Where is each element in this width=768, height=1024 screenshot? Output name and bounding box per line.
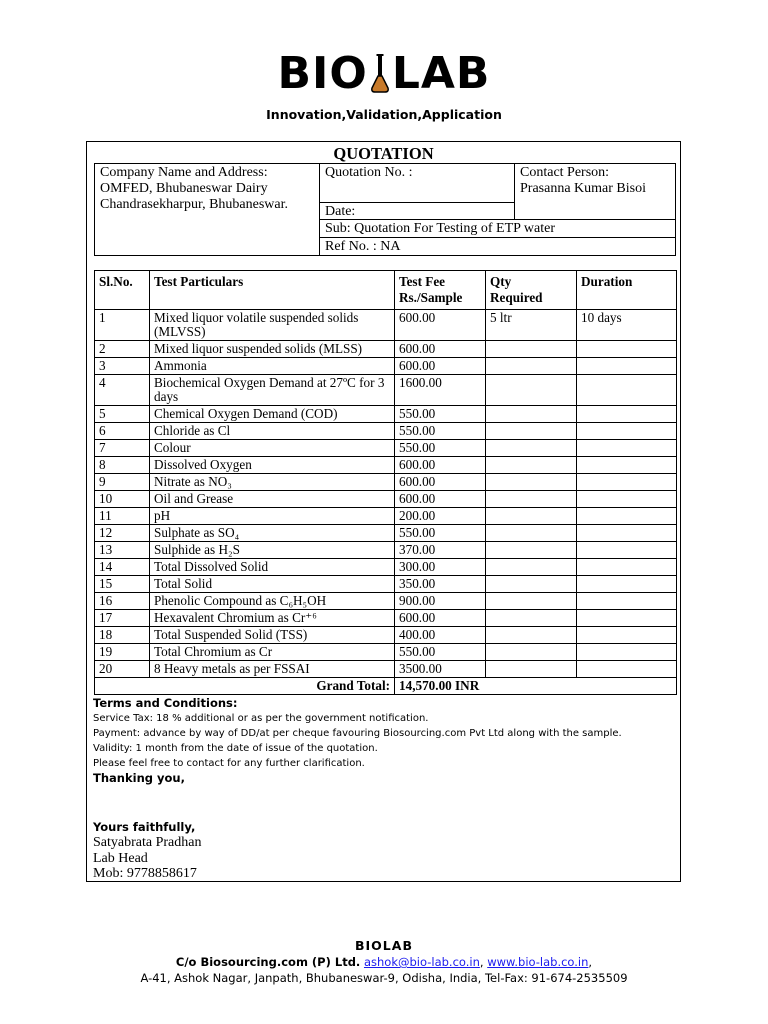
table-row (95, 542, 677, 559)
col-header-duration: Duration (577, 271, 677, 310)
cell-fee: 900.00 (395, 593, 486, 610)
signatory-mobile: Mob: 9778858617 (93, 866, 197, 881)
contact-name: Prasanna Kumar Bisoi (520, 181, 646, 196)
cell-sl: 3 (95, 358, 150, 375)
table-row (95, 491, 677, 508)
cell-fee: 600.00 (395, 457, 486, 474)
cell-particulars: Phenolic Compound as C₆H₅OH (150, 593, 395, 610)
cell-fee: 550.00 (395, 423, 486, 440)
closing-text: Yours faithfully, (93, 820, 196, 834)
table-row (95, 440, 677, 457)
cell-qty (486, 610, 577, 627)
tagline: Innovation,Validation,Application (266, 107, 502, 122)
cell-sl: 1 (95, 310, 150, 341)
cell-qty (486, 423, 577, 440)
cell-particulars: pH (150, 508, 395, 525)
table-row (95, 406, 677, 423)
cell-qty (486, 440, 577, 457)
contact-label: Contact Person: (520, 165, 610, 180)
quotation-title: QUOTATION (333, 144, 434, 163)
logo-text-lab: LAB (391, 48, 491, 99)
footer-address: A-41, Ashok Nagar, Janpath, Bhubaneswar-9, Odisha, India, Tel-Fax: 91-674-2535509 (140, 971, 628, 985)
cell-sl: 2 (95, 341, 150, 358)
table-row (95, 358, 677, 375)
cell-sl: 10 (95, 491, 150, 508)
quotation-no-label: Quotation No. : (325, 165, 413, 180)
cell-fee: 550.00 (395, 406, 486, 423)
tests-table (94, 270, 677, 695)
cell-particulars: Sulphate as SO₄ (150, 525, 395, 542)
company-logo (0, 48, 768, 106)
company-box (94, 163, 320, 256)
cell-duration (577, 525, 677, 542)
signatory-designation: Lab Head (93, 850, 148, 866)
page-footer (0, 938, 768, 986)
logo-text-bio: BIO (277, 48, 368, 99)
subject-text: Sub: Quotation For Testing of ETP water (325, 221, 556, 236)
date-box (319, 202, 515, 220)
table-row (95, 375, 677, 406)
grand-total-row (95, 678, 677, 695)
cell-sl: 5 (95, 406, 150, 423)
cell-qty (486, 474, 577, 491)
footer-contact-line: C/o Biosourcing.com (P) Ltd. ashok@bio-lab.co.in, www.bio-lab.co.in, (175, 955, 593, 969)
table-row (95, 576, 677, 593)
cell-fee: 600.00 (395, 341, 486, 358)
cell-qty (486, 593, 577, 610)
cell-duration (577, 423, 677, 440)
subject-box (319, 219, 676, 238)
table-row (95, 610, 677, 627)
flask-icon (369, 54, 391, 106)
terms-line: Validity: 1 month from the date of issue of the quotation. (93, 743, 378, 754)
table-row (95, 457, 677, 474)
cell-duration (577, 610, 677, 627)
ref-text: Ref No. : NA (325, 239, 401, 254)
cell-fee: 550.00 (395, 525, 486, 542)
cell-qty (486, 627, 577, 644)
table-header-row (95, 271, 677, 310)
terms-section (93, 696, 673, 786)
table-row (95, 627, 677, 644)
cell-qty (486, 559, 577, 576)
cell-particulars: Nitrate as NO₃ (150, 474, 395, 491)
cell-sl: 9 (95, 474, 150, 491)
footer-email-link[interactable]: ashok@bio-lab.co.in (363, 955, 480, 969)
footer-company-full: C/o Biosourcing.com (P) Ltd. (175, 955, 361, 969)
cell-sl: 6 (95, 423, 150, 440)
cell-fee: 600.00 (395, 310, 486, 341)
cell-particulars: Hexavalent Chromium as Cr⁺⁶ (150, 610, 395, 627)
cell-duration: 10 days (577, 310, 677, 341)
cell-duration (577, 593, 677, 610)
cell-particulars: Total Dissolved Solid (150, 559, 395, 576)
quotation-no-box (319, 163, 515, 203)
table-row (95, 593, 677, 610)
cell-particulars: Dissolved Oxygen (150, 457, 395, 474)
cell-fee: 300.00 (395, 559, 486, 576)
cell-duration (577, 375, 677, 406)
cell-particulars: Total Solid (150, 576, 395, 593)
cell-particulars: Oil and Grease (150, 491, 395, 508)
cell-fee: 350.00 (395, 576, 486, 593)
table-row (95, 508, 677, 525)
table-row (95, 423, 677, 440)
grand-total-value: 14,570.00 INR (395, 678, 677, 695)
tests-body (95, 310, 677, 678)
cell-sl: 17 (95, 610, 150, 627)
cell-fee: 400.00 (395, 627, 486, 644)
cell-duration (577, 542, 677, 559)
signatory-name: Satyabrata Pradhan (93, 835, 202, 850)
cell-qty: 5 ltr (486, 310, 577, 341)
cell-qty (486, 358, 577, 375)
cell-fee: 3500.00 (395, 661, 486, 678)
cell-fee: 370.00 (395, 542, 486, 559)
col-header-particulars: Test Particulars (150, 271, 395, 310)
col-header-fee: Test Fee Rs./Sample (395, 271, 486, 310)
cell-sl: 19 (95, 644, 150, 661)
cell-qty (486, 457, 577, 474)
cell-particulars: Biochemical Oxygen Demand at 27ºC for 3 days (150, 375, 395, 406)
cell-particulars: Mixed liquor volatile suspended solids (MLVSS) (150, 310, 395, 341)
cell-particulars: Sulphide as H₂S (150, 542, 395, 559)
table-row (95, 525, 677, 542)
col-header-sl: Sl.No. (95, 271, 150, 310)
cell-fee: 600.00 (395, 491, 486, 508)
col-header-qty: Qty Required (486, 271, 577, 310)
table-row (95, 559, 677, 576)
cell-sl: 15 (95, 576, 150, 593)
grand-total-label: Grand Total: (150, 678, 395, 695)
footer-company: BIOLAB (355, 938, 413, 953)
cell-fee: 200.00 (395, 508, 486, 525)
cell-duration (577, 358, 677, 375)
table-row (95, 644, 677, 661)
cell-duration (577, 341, 677, 358)
cell-sl: 16 (95, 593, 150, 610)
cell-duration (577, 508, 677, 525)
cell-qty (486, 542, 577, 559)
cell-duration (577, 474, 677, 491)
cell-qty (486, 525, 577, 542)
cell-particulars: Chemical Oxygen Demand (COD) (150, 406, 395, 423)
company-line1: OMFED, Bhubaneswar Dairy (100, 181, 268, 196)
signature-block (93, 820, 393, 882)
cell-sl: 11 (95, 508, 150, 525)
cell-qty (486, 661, 577, 678)
cell-particulars: Total Chromium as Cr (150, 644, 395, 661)
terms-heading: Terms and Conditions: (93, 696, 238, 710)
cell-duration (577, 661, 677, 678)
cell-fee: 550.00 (395, 440, 486, 457)
cell-duration (577, 559, 677, 576)
cell-fee: 600.00 (395, 358, 486, 375)
cell-sl: 7 (95, 440, 150, 457)
cell-duration (577, 406, 677, 423)
cell-sl: 14 (95, 559, 150, 576)
cell-qty (486, 576, 577, 593)
table-row (95, 341, 677, 358)
cell-particulars: Colour (150, 440, 395, 457)
cell-qty (486, 491, 577, 508)
cell-qty (486, 375, 577, 406)
thanks-text: Thanking you, (93, 771, 185, 785)
cell-duration (577, 440, 677, 457)
grand-total-spacer (95, 678, 150, 695)
terms-line: Service Tax: 18 % additional or as per the government notification. (93, 713, 429, 724)
cell-particulars: Chloride as Cl (150, 423, 395, 440)
cell-fee: 600.00 (395, 474, 486, 491)
table-row (95, 661, 677, 678)
cell-duration (577, 576, 677, 593)
cell-qty (486, 644, 577, 661)
cell-duration (577, 491, 677, 508)
cell-duration (577, 627, 677, 644)
ref-box (319, 237, 676, 256)
cell-fee: 550.00 (395, 644, 486, 661)
date-label: Date: (325, 204, 356, 219)
cell-qty (486, 341, 577, 358)
cell-particulars: Ammonia (150, 358, 395, 375)
cell-sl: 8 (95, 457, 150, 474)
cell-particulars: Total Suspended Solid (TSS) (150, 627, 395, 644)
cell-fee: 600.00 (395, 610, 486, 627)
cell-duration (577, 457, 677, 474)
footer-website-link[interactable]: www.bio-lab.co.in (487, 955, 589, 969)
terms-line: Payment: advance by way of DD/at per cheque favouring Biosourcing.com Pvt Ltd along with the sample. (93, 728, 622, 739)
cell-duration (577, 644, 677, 661)
quotation-frame (86, 141, 681, 882)
table-row (95, 474, 677, 491)
cell-particulars: 8 Heavy metals as per FSSAI (150, 661, 395, 678)
contact-box (514, 163, 676, 220)
cell-sl: 18 (95, 627, 150, 644)
cell-sl: 4 (95, 375, 150, 406)
cell-qty (486, 406, 577, 423)
cell-fee: 1600.00 (395, 375, 486, 406)
cell-sl: 12 (95, 525, 150, 542)
cell-qty (486, 508, 577, 525)
company-line2: Chandrasekharpur, Bhubaneswar. (100, 197, 288, 212)
cell-sl: 20 (95, 661, 150, 678)
cell-particulars: Mixed liquor suspended solids (MLSS) (150, 341, 395, 358)
company-label: Company Name and Address: (100, 165, 268, 180)
terms-line: Please feel free to contact for any further clarification. (93, 758, 365, 769)
table-row (95, 310, 677, 341)
cell-sl: 13 (95, 542, 150, 559)
